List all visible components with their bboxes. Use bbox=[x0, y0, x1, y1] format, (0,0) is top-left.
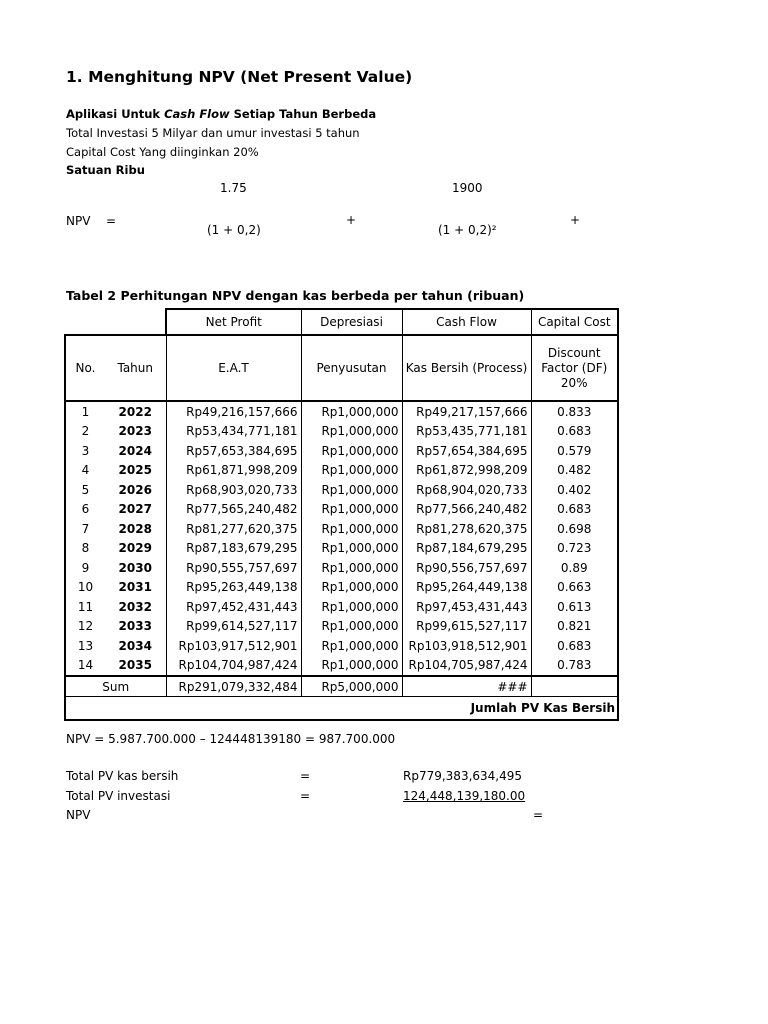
table-row bbox=[65, 539, 618, 559]
table-row bbox=[65, 461, 618, 481]
row-depreciation: Rp1,000,000 bbox=[301, 500, 402, 520]
table-row bbox=[65, 578, 618, 598]
row-kas-bersih: Rp61,872,998,209 bbox=[402, 461, 531, 481]
row-discount-factor: 0.683 bbox=[531, 422, 618, 442]
row-depreciation: Rp1,000,000 bbox=[301, 558, 402, 578]
row-kas-bersih: Rp68,904,020,733 bbox=[402, 480, 531, 500]
sum-df-empty bbox=[531, 676, 618, 697]
row-eat: Rp53,434,771,181 bbox=[166, 422, 301, 442]
row-no: 8 bbox=[65, 539, 105, 559]
row-discount-factor: 0.663 bbox=[531, 578, 618, 598]
row-depreciation: Rp1,000,000 bbox=[301, 422, 402, 442]
sum-eat: Rp291,079,332,484 bbox=[166, 676, 301, 697]
row-year: 2031 bbox=[105, 578, 166, 598]
table-row bbox=[65, 617, 618, 637]
row-discount-factor: 0.683 bbox=[531, 500, 618, 520]
row-depreciation: Rp1,000,000 bbox=[301, 461, 402, 481]
total-pv-kas-label: Total PV kas bersih bbox=[66, 769, 179, 783]
intro-line-2: Total Investasi 5 Milyar dan umur investasi 5 tahun bbox=[66, 126, 360, 140]
row-depreciation: Rp1,000,000 bbox=[301, 441, 402, 461]
row-depreciation: Rp1,000,000 bbox=[301, 578, 402, 598]
row-year: 2030 bbox=[105, 558, 166, 578]
row-kas-bersih: Rp103,918,512,901 bbox=[402, 636, 531, 656]
row-eat: Rp95,263,449,138 bbox=[166, 578, 301, 598]
intro-line-4: Satuan Ribu bbox=[66, 163, 145, 177]
npv-result-label: NPV bbox=[66, 808, 91, 822]
row-no: 1 bbox=[65, 401, 105, 422]
formula-numerator-1: 1.75 bbox=[220, 181, 247, 195]
row-kas-bersih: Rp90,556,757,697 bbox=[402, 558, 531, 578]
row-eat: Rp77,565,240,482 bbox=[166, 500, 301, 520]
row-discount-factor: 0.821 bbox=[531, 617, 618, 637]
header-penyusutan: Penyusutan bbox=[301, 335, 402, 401]
total-pv-kas-value: Rp779,383,634,495 bbox=[403, 769, 523, 783]
row-eat: Rp68,903,020,733 bbox=[166, 480, 301, 500]
table-row bbox=[65, 636, 618, 656]
row-no: 5 bbox=[65, 480, 105, 500]
row-no: 12 bbox=[65, 617, 105, 637]
row-discount-factor: 0.579 bbox=[531, 441, 618, 461]
formula-npv-label: NPV bbox=[66, 214, 91, 228]
row-kas-bersih: Rp87,184,679,295 bbox=[402, 539, 531, 559]
row-depreciation: Rp1,000,000 bbox=[301, 597, 402, 617]
table-row bbox=[65, 401, 618, 422]
row-eat: Rp103,917,512,901 bbox=[166, 636, 301, 656]
row-year: 2025 bbox=[105, 461, 166, 481]
row-depreciation: Rp1,000,000 bbox=[301, 617, 402, 637]
row-no: 4 bbox=[65, 461, 105, 481]
row-eat: Rp97,452,431,443 bbox=[166, 597, 301, 617]
header-discount-factor bbox=[531, 335, 618, 401]
table-body bbox=[65, 401, 618, 676]
formula-numerator-2: 1900 bbox=[452, 181, 483, 195]
row-eat: Rp61,871,998,209 bbox=[166, 461, 301, 481]
header-df-line-1: Discount bbox=[547, 345, 601, 360]
table-row bbox=[65, 558, 618, 578]
intro-line-1-italic: Cash Flow bbox=[164, 107, 230, 121]
npv-table bbox=[64, 308, 619, 721]
table-row bbox=[65, 597, 618, 617]
header-capital-cost: Capital Cost bbox=[531, 309, 618, 335]
row-year: 2033 bbox=[105, 617, 166, 637]
row-discount-factor: 0.783 bbox=[531, 656, 618, 677]
intro-line-1-prefix: Aplikasi Untuk bbox=[66, 107, 165, 121]
row-kas-bersih: Rp95,264,449,138 bbox=[402, 578, 531, 598]
row-no: 11 bbox=[65, 597, 105, 617]
row-year: 2032 bbox=[105, 597, 166, 617]
formula-equals: = bbox=[106, 214, 117, 228]
row-year: 2024 bbox=[105, 441, 166, 461]
sum-kas-bersih: ### bbox=[402, 676, 531, 697]
table-row bbox=[65, 500, 618, 520]
row-year: 2022 bbox=[105, 401, 166, 422]
row-discount-factor: 0.482 bbox=[531, 461, 618, 481]
row-kas-bersih: Rp81,278,620,375 bbox=[402, 519, 531, 539]
row-no: 14 bbox=[65, 656, 105, 677]
row-discount-factor: 0.402 bbox=[531, 480, 618, 500]
row-eat: Rp104,704,987,424 bbox=[166, 656, 301, 677]
row-kas-bersih: Rp49,217,157,666 bbox=[402, 401, 531, 422]
row-kas-bersih: Rp104,705,987,424 bbox=[402, 656, 531, 677]
row-kas-bersih: Rp99,615,527,117 bbox=[402, 617, 531, 637]
row-eat: Rp99,614,527,117 bbox=[166, 617, 301, 637]
table-row bbox=[65, 422, 618, 442]
intro-line-1-suffix: Setiap Tahun Berbeda bbox=[229, 107, 377, 121]
total-pv-investasi-value: 124,448,139,180.00 bbox=[403, 789, 526, 803]
row-no: 13 bbox=[65, 636, 105, 656]
table-caption: Tabel 2 Perhitungan NPV dengan kas berbeda per tahun (ribuan) bbox=[66, 288, 525, 303]
document-title: 1. Menghitung NPV (Net Present Value) bbox=[66, 68, 413, 86]
row-discount-factor: 0.833 bbox=[531, 401, 618, 422]
total-pv-investasi-equals: = bbox=[300, 789, 311, 803]
formula-plus-1: + bbox=[346, 213, 357, 227]
row-eat: Rp87,183,679,295 bbox=[166, 539, 301, 559]
header-no: No. bbox=[65, 335, 105, 401]
row-discount-factor: 0.723 bbox=[531, 539, 618, 559]
header-kas-bersih: Kas Bersih (Process) bbox=[402, 335, 531, 401]
row-kas-bersih: Rp77,566,240,482 bbox=[402, 500, 531, 520]
header-df-line-3: 20% bbox=[560, 375, 588, 390]
formula-denominator-1: (1 + 0,2) bbox=[207, 223, 261, 237]
formula-denominator-2: (1 + 0,2)² bbox=[438, 223, 497, 237]
row-eat: Rp90,555,757,697 bbox=[166, 558, 301, 578]
total-pv-label: Jumlah PV Kas Bersih bbox=[65, 697, 618, 721]
header-df-line-2: Factor (DF) bbox=[541, 360, 608, 375]
row-no: 9 bbox=[65, 558, 105, 578]
header-tahun: Tahun bbox=[105, 335, 166, 401]
table-row bbox=[65, 519, 618, 539]
row-discount-factor: 0.698 bbox=[531, 519, 618, 539]
row-discount-factor: 0.89 bbox=[531, 558, 618, 578]
row-year: 2023 bbox=[105, 422, 166, 442]
row-depreciation: Rp1,000,000 bbox=[301, 401, 402, 422]
row-no: 6 bbox=[65, 500, 105, 520]
row-year: 2027 bbox=[105, 500, 166, 520]
table-row bbox=[65, 656, 618, 677]
row-kas-bersih: Rp57,654,384,695 bbox=[402, 441, 531, 461]
intro-line-1 bbox=[66, 107, 376, 121]
table-row bbox=[65, 480, 618, 500]
npv-result-equals: = bbox=[533, 808, 544, 822]
row-year: 2026 bbox=[105, 480, 166, 500]
header-cash-flow: Cash Flow bbox=[402, 309, 531, 335]
total-pv-kas-equals: = bbox=[300, 769, 311, 783]
total-pv-investasi-label: Total PV investasi bbox=[66, 789, 171, 803]
row-depreciation: Rp1,000,000 bbox=[301, 519, 402, 539]
row-depreciation: Rp1,000,000 bbox=[301, 539, 402, 559]
row-depreciation: Rp1,000,000 bbox=[301, 656, 402, 677]
sum-depreciation: Rp5,000,000 bbox=[301, 676, 402, 697]
row-eat: Rp57,653,384,695 bbox=[166, 441, 301, 461]
row-no: 7 bbox=[65, 519, 105, 539]
row-eat: Rp49,216,157,666 bbox=[166, 401, 301, 422]
row-kas-bersih: Rp97,453,431,443 bbox=[402, 597, 531, 617]
row-no: 10 bbox=[65, 578, 105, 598]
row-year: 2029 bbox=[105, 539, 166, 559]
row-year: 2034 bbox=[105, 636, 166, 656]
row-no: 2 bbox=[65, 422, 105, 442]
row-no: 3 bbox=[65, 441, 105, 461]
row-discount-factor: 0.613 bbox=[531, 597, 618, 617]
row-depreciation: Rp1,000,000 bbox=[301, 636, 402, 656]
row-depreciation: Rp1,000,000 bbox=[301, 480, 402, 500]
row-kas-bersih: Rp53,435,771,181 bbox=[402, 422, 531, 442]
npv-equation-line: NPV = 5.987.700.000 – 124448139180 = 987.700.000 bbox=[66, 732, 396, 746]
header-net-profit: Net Profit bbox=[166, 309, 301, 335]
table-row bbox=[65, 441, 618, 461]
row-discount-factor: 0.683 bbox=[531, 636, 618, 656]
row-eat: Rp81,277,620,375 bbox=[166, 519, 301, 539]
row-year: 2028 bbox=[105, 519, 166, 539]
intro-line-3: Capital Cost Yang diinginkan 20% bbox=[66, 145, 259, 159]
header-eat: E.A.T bbox=[166, 335, 301, 401]
row-year: 2035 bbox=[105, 656, 166, 677]
formula-plus-2: + bbox=[570, 213, 581, 227]
header-depresiasi: Depresiasi bbox=[301, 309, 402, 335]
sum-label: Sum bbox=[65, 676, 166, 697]
